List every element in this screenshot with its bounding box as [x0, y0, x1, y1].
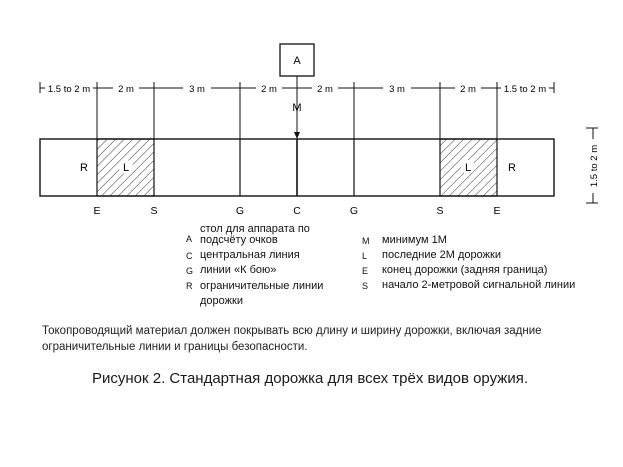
legend-text: ограничительные линии дорожки	[200, 280, 324, 307]
legend-key: L	[362, 251, 368, 261]
legend-right	[362, 234, 612, 294]
legend-text: начало 2-метровой сигнальной линии	[382, 279, 576, 291]
line-letter: E	[493, 205, 501, 217]
center-arrow-head	[294, 132, 300, 139]
legend-key: M	[362, 236, 370, 246]
legend-text: последние 2М дорожки	[382, 249, 501, 261]
scoring-table-label: A	[293, 55, 301, 67]
legend-key: E	[362, 266, 369, 276]
legend-key: A	[186, 234, 193, 244]
dimension-label: 2 m	[460, 84, 476, 95]
dimension-label: 1.5 to 2 m	[47, 84, 91, 95]
line-letter: C	[293, 205, 301, 217]
legend-key: S	[362, 281, 369, 291]
dimension-label: 2 m	[317, 84, 333, 95]
dimension-label: 3 m	[189, 84, 205, 95]
dimension-label: 2 m	[118, 84, 134, 95]
zone-label-l-right: L	[464, 162, 472, 174]
center-marker-label: M	[292, 102, 302, 114]
zone-label-r-left: R	[80, 162, 88, 174]
figure-caption: Рисунок 2. Стандартная дорожка для всех трёх видов оружия.	[92, 370, 528, 387]
legend-text: стол для аппарата по подсчёту очков	[200, 223, 310, 246]
side-dimension	[586, 128, 600, 203]
legend-key: C	[186, 251, 193, 261]
line-letter: S	[436, 205, 444, 217]
note-text: Токопроводящий материал должен покрывать всю длину и ширину дорожки, включая задние ограничительные линии и границы безопасности.	[42, 325, 542, 353]
line-letter: G	[235, 205, 245, 217]
legend-left	[186, 224, 356, 310]
legend-text: минимум 1М	[382, 234, 447, 246]
dimension-label: 3 m	[389, 84, 405, 95]
legend-key: G	[186, 266, 194, 276]
dimension-label: 2 m	[261, 84, 277, 95]
legend-text: центральная линия	[200, 249, 300, 261]
side-dimension-label: 1.5 to 2 m	[589, 144, 600, 188]
legend-key: R	[186, 281, 193, 291]
line-letter: S	[150, 205, 158, 217]
legend-text: конец дорожки (задняя граница)	[382, 264, 548, 276]
line-letter: G	[349, 205, 359, 217]
zone-label-r-right: R	[508, 162, 516, 174]
legend-text: линии «К бою»	[200, 264, 277, 276]
zone-label-l-left: L	[122, 162, 130, 174]
dimension-label: 1.5 to 2 m	[503, 84, 547, 95]
line-letter: E	[93, 205, 101, 217]
